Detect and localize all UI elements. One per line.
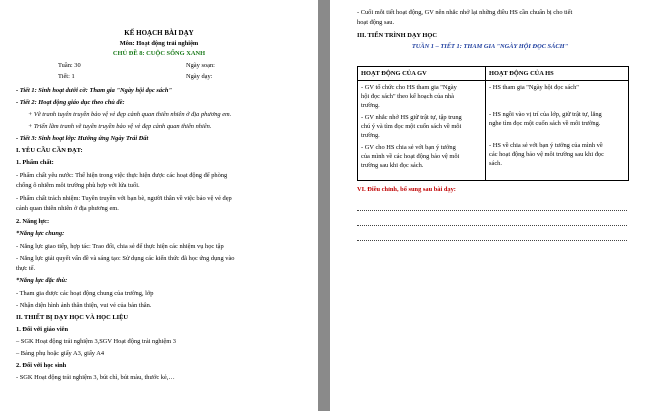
teacher-activity-line: - GV cho HS chia sẻ với bạn ý tưởng [361,144,456,151]
student-activity-line: các hoạt động bảo vệ môi trường sau khi đọc [489,151,604,158]
teacher-activity-line: trường. [361,102,380,109]
table-header-divider [357,80,628,81]
section-1-1-heading: 1. Phẩm chất: [16,159,54,166]
quality-1-line-a: - Phẩm chất yêu nước: Thể hiện trong việc thực hiện được các hoạt động để phòng [16,172,228,179]
lesson-2-item-a: + Vẽ tranh tuyên truyền bảo vệ vẻ đẹp cảnh quan thiên nhiên ở địa phương em. [28,111,232,118]
general-competence-2a: - Năng lực giải quyết vấn đề và sáng tạo: Sử dụng các kiến thức đã học ứng dụng vào [16,255,235,262]
section-2-2-heading: 2. Đối với học sinh [16,362,67,369]
section-3-heading: III. TIẾN TRÌNH DẠY HỌC [357,32,437,39]
student-activity-line: - HS ngồi vào vị trí của lớp, giữ trật tự, lắng [489,111,602,118]
teacher-activity-line: hội đọc sách" theo kế hoạch của nhà [361,93,454,100]
special-competence-heading: *Năng lực đặc thù: [16,277,68,284]
teach-date-label: Ngày dạy: [186,73,213,80]
teacher-material-2: – Bảng phụ hoặc giấy A3, giấy A4 [16,350,105,357]
lesson-table-title: TUẦN 1 – TIẾT 1: THAM GIA "NGÀY HỘI ĐỌC SÁCH" [411,43,569,50]
student-activity-line: sách. [489,160,502,167]
section-1-2-heading: 2. Năng lực: [16,218,50,225]
section-2-heading: II. THIẾT BỊ DẠY HỌC VÀ HỌC LIỆU [16,314,128,321]
quality-2-line-b: cảnh quan thiên nhiên ở địa phương em. [16,205,119,212]
period-label: Tiết: 1 [58,73,75,80]
student-activity-line: - HS về chia sẻ với bạn ý tưởng của mình về [489,142,603,149]
topic-line: CHỦ ĐỀ 8: CUỘC SỐNG XANH [112,50,206,57]
teacher-activity-line: - GV nhắc nhở HS giữ trật tự, tập trung [361,114,462,121]
subject-line: Môn: Hoạt động trải nghiệm [119,40,199,47]
general-competence-heading: *Năng lực chung: [16,230,65,237]
week-label: Tuần: 30 [58,62,81,69]
dotted-line [357,225,627,226]
page-title: KẾ HOẠCH BÀI DẠY [124,29,194,37]
teacher-activity-line: - GV tổ chức cho HS tham gia "Ngày [361,84,457,91]
teacher-activity-line: của mình về các hoạt động bảo vệ môi [361,153,460,160]
special-competence-1: - Tham gia được các hoạt động chung của trường, lớp [16,290,154,297]
document-page-2 [330,0,650,411]
special-competence-2: - Nhận diện hình ảnh thân thiện, vui vẻ của bản thân. [16,302,152,309]
teacher-activity-line: trường sau khi đọc sách. [361,162,424,169]
column-header-student: HOẠT ĐỘNG CỦA HS [489,70,554,77]
teacher-material-1: – SGK Hoạt động trải nghiệm 3,SGV Hoạt động trải nghiệm 3 [16,338,176,345]
lesson-1-line: - Tiết 1: Sinh hoạt dưới cờ: Tham gia "Ngày hội đọc sách" [16,87,173,94]
document-page-1 [0,0,318,411]
student-activity-line: nghe tìm đọc một cuốn sách về môi trường. [489,120,601,127]
section-2-1-heading: 1. Đối với giáo viên [16,326,69,333]
adjustment-heading: VI. Điều chỉnh, bổ sung sau bài dạy: [357,186,456,193]
student-material-1: - SGK Hoạt động trải nghiệm 3, bút chì, bút màu, thước kẻ,… [16,374,175,381]
prep-date-label: Ngày soạn: [186,62,215,69]
column-header-teacher: HOẠT ĐỘNG CỦA GV [361,70,427,77]
reminder-line-b: hoạt động sau. [357,19,395,26]
reminder-line-a: - Cuối mỗi tiết hoạt động, GV nên nhắc nhở lại những điều HS cần chuẩn bị cho tiết [357,9,573,16]
student-activity-line: - HS tham gia "Ngày hội đọc sách" [489,84,579,91]
teacher-activity-line: trường. [361,132,380,139]
general-competence-2b: thực tế. [16,265,36,272]
quality-2-line-a: - Phẩm chất trách nhiệm: Tuyên truyền với bạn bè, người thân về việc bảo vệ vẻ đẹp [16,195,232,202]
section-1-heading: I. YÊU CẦU CẦN ĐẠT: [16,147,83,154]
dotted-line [357,210,627,211]
lesson-3-line: - Tiết 3: Sinh hoạt lớp: Hướng ứng Ngày Trái Đất [16,135,149,142]
teacher-activity-line: chú ý và tìm đọc một cuốn sách về môi [361,123,462,130]
lesson-2-item-b: + Triển lãm tranh vẽ tuyên truyền bảo vệ vẻ đẹp cảnh quan thiên nhiên. [28,123,212,130]
quality-1-line-b: chống ô nhiễm môi trường phù hợp với lứa tuổi. [16,182,140,189]
table-column-divider [485,66,486,180]
lesson-2-line: - Tiết 2: Hoạt động giáo dục theo chủ đề: [16,99,125,106]
general-competence-1: - Năng lực giao tiếp, hợp tác: Trao đổi, chia sẻ để thực hiện các nhiệm vụ học tập [16,243,224,250]
dotted-line [357,240,627,241]
